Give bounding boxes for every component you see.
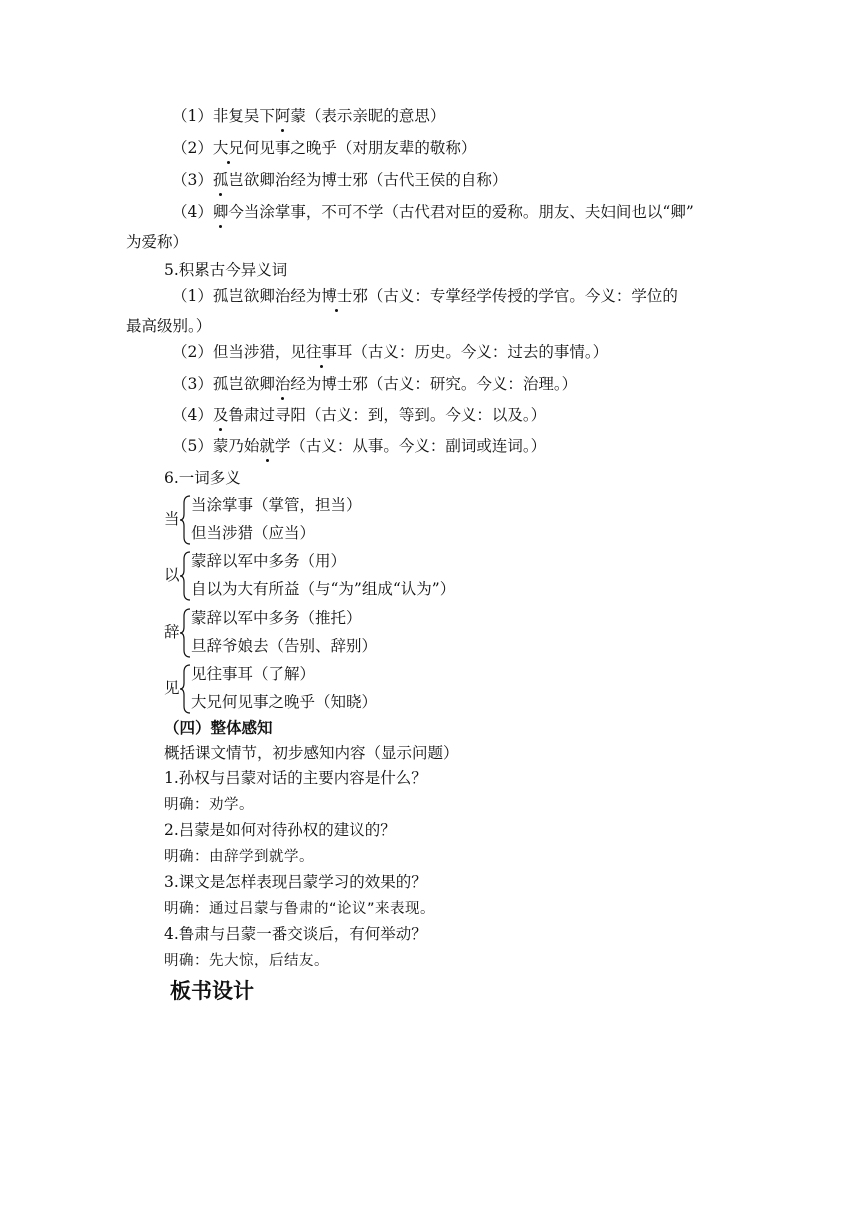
polysemy-sense-2: 自以为大有所益（与“为”组成“认为”）: [191, 580, 456, 598]
polysemy-head-char: 当: [164, 510, 180, 528]
emphasis-dot: 治: [274, 375, 291, 393]
ancient-modern-item-1-continuation: 最高级别。）: [126, 317, 212, 335]
polysemy-head-char: 以: [164, 566, 180, 584]
section-heading-overview: （四）整体感知: [164, 718, 273, 737]
polysemy-group-yi: [164, 551, 464, 601]
polysemy-sense-2: 但当涉猎（应当）: [191, 524, 316, 542]
board-design-heading: 板书设计: [170, 978, 254, 1003]
polysemy-head-char: 见: [164, 679, 180, 697]
answer-2: 明确：由辞学到就学。: [164, 849, 314, 865]
question-4: 4.鲁肃与吕蒙一番交谈后，有何举动？: [164, 925, 427, 943]
honorific-item-4: （4）卿今当涂掌事，不可不学（古代君对臣的爱称。朋友、夫妇间也以“卿”: [172, 203, 694, 221]
ancient-modern-item-3: （3）孤岂欲卿治经为博士邪（古义：研究。今义：治理。）: [172, 375, 578, 393]
polysemy-group-dang: [164, 495, 464, 545]
emphasis-dot: 孤: [212, 171, 229, 189]
polysemy-sense-2: 大兄何见事之晚乎（知晓）: [191, 693, 378, 711]
polysemy-group-jian: [164, 664, 464, 714]
polysemy-sense-1: 蒙辞以军中多务（用）: [191, 552, 347, 570]
polysemy-group-ci: [164, 608, 464, 658]
answer-3: 明确：通过吕蒙与鲁肃的“论议”来表现。: [164, 901, 436, 917]
ancient-modern-item-1: （1）孤岂欲卿治经为博士邪（古义：专掌经学传授的学官。今义：学位的: [172, 287, 678, 305]
section-heading-polysemy: 6.一词多义: [164, 469, 241, 487]
emphasis-dot: 就: [259, 437, 275, 455]
honorific-item-2: （2）大兄何见事之晚乎（对朋友辈的敬称）: [172, 139, 477, 157]
answer-4: 明确：先大惊，后结友。: [164, 953, 329, 969]
emphasis-dot: 阿: [274, 107, 291, 125]
honorific-item-3: （3）孤岂欲卿治经为博士邪（古代王侯的自称）: [172, 171, 508, 189]
polysemy-head-char: 辞: [164, 623, 180, 641]
emphasis-dot: 卿: [212, 203, 229, 221]
answer-1: 明确：劝学。: [164, 797, 254, 813]
question-2: 2.吕蒙是如何对待孙权的建议的？: [164, 821, 396, 839]
overview-intro: 概括课文情节，初步感知内容（显示问题）: [164, 744, 459, 762]
polysemy-sense-1: 见往事耳（了解）: [191, 665, 316, 683]
ancient-modern-item-4: （4）及鲁肃过寻阳（古义：到，等到。今义：以及。）: [172, 406, 547, 424]
emphasis-dot: 博士: [321, 287, 353, 305]
emphasis-dot: 往事: [305, 343, 337, 361]
ancient-modern-item-2: （2）但当涉猎，见往事耳（古义：历史。今义：过去的事情。）: [172, 343, 609, 361]
honorific-item-4-continuation: 为爱称）: [126, 233, 189, 251]
honorific-item-1: （1）非复吴下阿蒙（表示亲昵的意思）: [172, 107, 446, 125]
polysemy-sense-2: 旦辞爷娘去（告别、辞别）: [191, 637, 378, 655]
polysemy-sense-1: 当涂掌事（掌管，担当）: [191, 496, 362, 514]
question-1: 1.孙权与吕蒙对话的主要内容是什么？: [164, 769, 427, 787]
ancient-modern-item-5: （5）蒙乃始就学（古义：从事。今义：副词或连词。）: [172, 437, 547, 455]
emphasis-dot: 及: [212, 406, 229, 424]
section-heading-ancient-modern: 5.积累古今异义词: [164, 261, 288, 279]
emphasis-dot: 大兄: [212, 139, 244, 157]
question-3: 3.课文是怎样表现吕蒙学习的效果的？: [164, 873, 427, 891]
polysemy-sense-1: 蒙辞以军中多务（推托）: [191, 609, 362, 627]
